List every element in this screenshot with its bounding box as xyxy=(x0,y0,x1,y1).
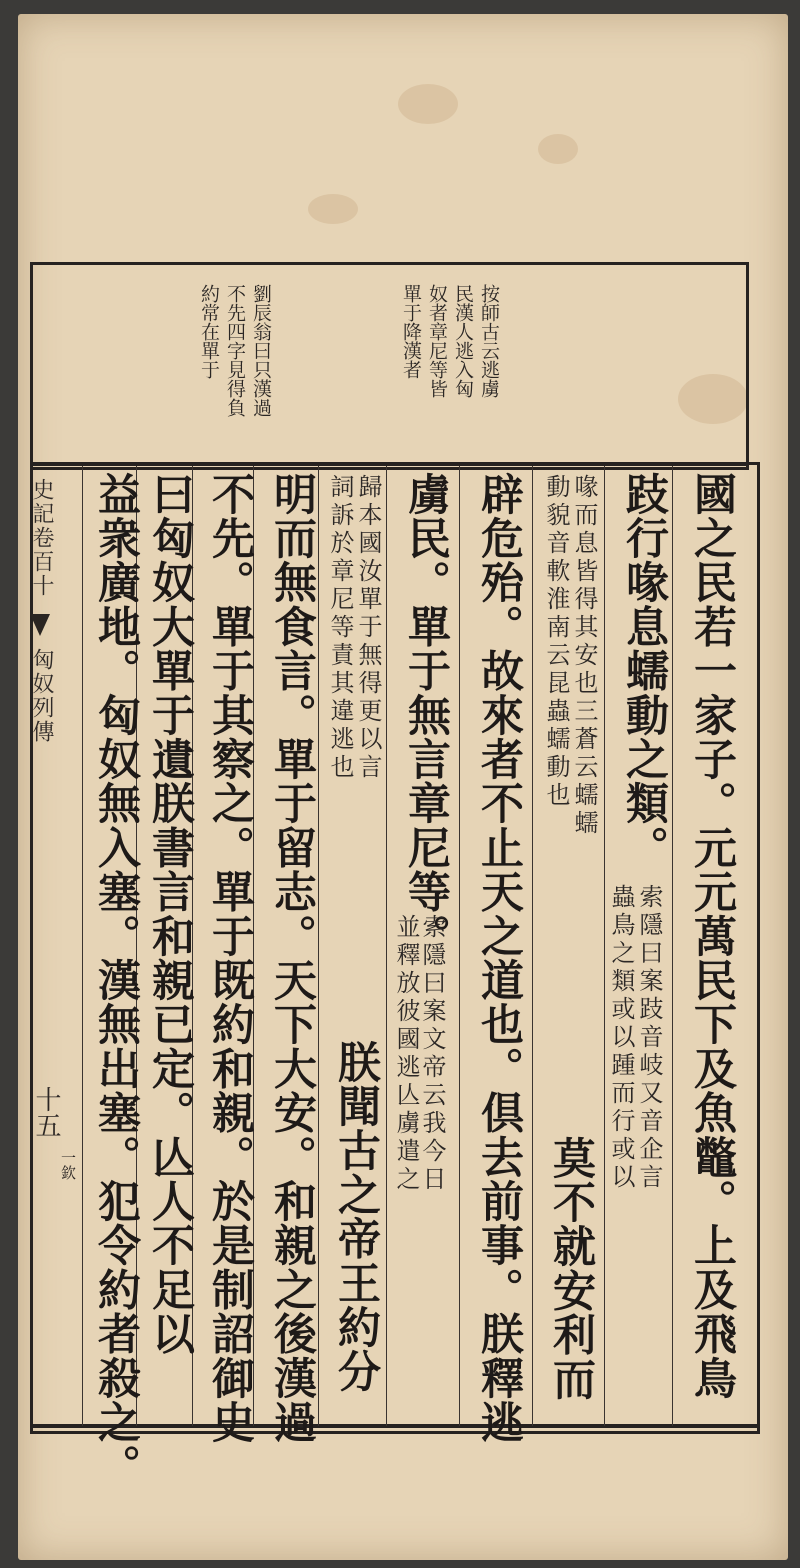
header-note-line: 按師古云逃虜 xyxy=(478,284,500,398)
commentary-line: 歸本國汝單于無得更以言 xyxy=(354,474,382,782)
text-column: 莫不就安利而 xyxy=(546,1136,596,1402)
header-note-line: 不先四字見得負 xyxy=(224,284,246,417)
block-cutter-mark: 一欽 xyxy=(59,1150,77,1180)
text-column: 國之民若一家子。元元萬民下及魚鼈。上及飛鳥 xyxy=(687,472,737,1401)
header-note-line: 民漢人逃入匈 xyxy=(452,284,474,398)
column-rule xyxy=(604,466,605,1426)
fish-tail-mark xyxy=(30,614,50,636)
leaf-number: 十五 xyxy=(31,1086,61,1138)
commentary-line: 蟲鳥之類或以踵而行或以 xyxy=(607,884,635,1192)
text-column: 益衆廣地。匈奴無入塞。漢無出塞。犯令約者殺之。 xyxy=(91,472,141,1489)
margin-rule xyxy=(82,466,83,1426)
column-rule xyxy=(459,466,460,1426)
column-rule xyxy=(532,466,533,1426)
commentary-line: 索隱曰案跂音岐又音企言 xyxy=(635,884,663,1192)
commentary-line: 動貌音軟淮南云昆蟲蠕動也 xyxy=(542,474,570,810)
commentary-line: 索隱曰案文帝云我今日 xyxy=(418,914,446,1194)
text-column: 不先。單于其察之。單于既約和親。於是制詔御史 xyxy=(205,472,255,1445)
upper-frame xyxy=(30,262,749,470)
text-column: 朕聞古之帝王約分 xyxy=(331,1040,381,1394)
header-note-line: 單于降漢者 xyxy=(400,284,422,379)
text-column: 虜民。單于無言章尼等。 xyxy=(401,472,451,959)
chapter-title: 匈奴列傳 xyxy=(29,648,54,744)
commentary-line: 喙而息皆得其安也三蒼云蠕蠕 xyxy=(570,474,598,838)
text-column: 明而無食言。單于留志。天下大安。和親之後漢過 xyxy=(267,472,317,1445)
commentary-line: 並釋放彼國逃亾虜遣之 xyxy=(392,914,420,1194)
header-note-line: 劉辰翁曰只漢過 xyxy=(250,284,272,417)
header-note-line: 奴者章尼等皆 xyxy=(426,284,448,398)
text-column: 曰匈奴大單于遺朕書言和親已定。亾人不足以 xyxy=(145,472,195,1356)
book-title: 史記卷百十 xyxy=(29,478,54,598)
header-note-line: 約常在單于 xyxy=(198,284,220,379)
text-column: 跂行喙息蠕動之類。 xyxy=(619,472,669,870)
text-column: 辟危殆。故來者不止天之道也。倶去前事。朕釋逃 xyxy=(474,472,524,1445)
commentary-line: 詞訴於章尼等責其違逃也 xyxy=(326,474,354,782)
